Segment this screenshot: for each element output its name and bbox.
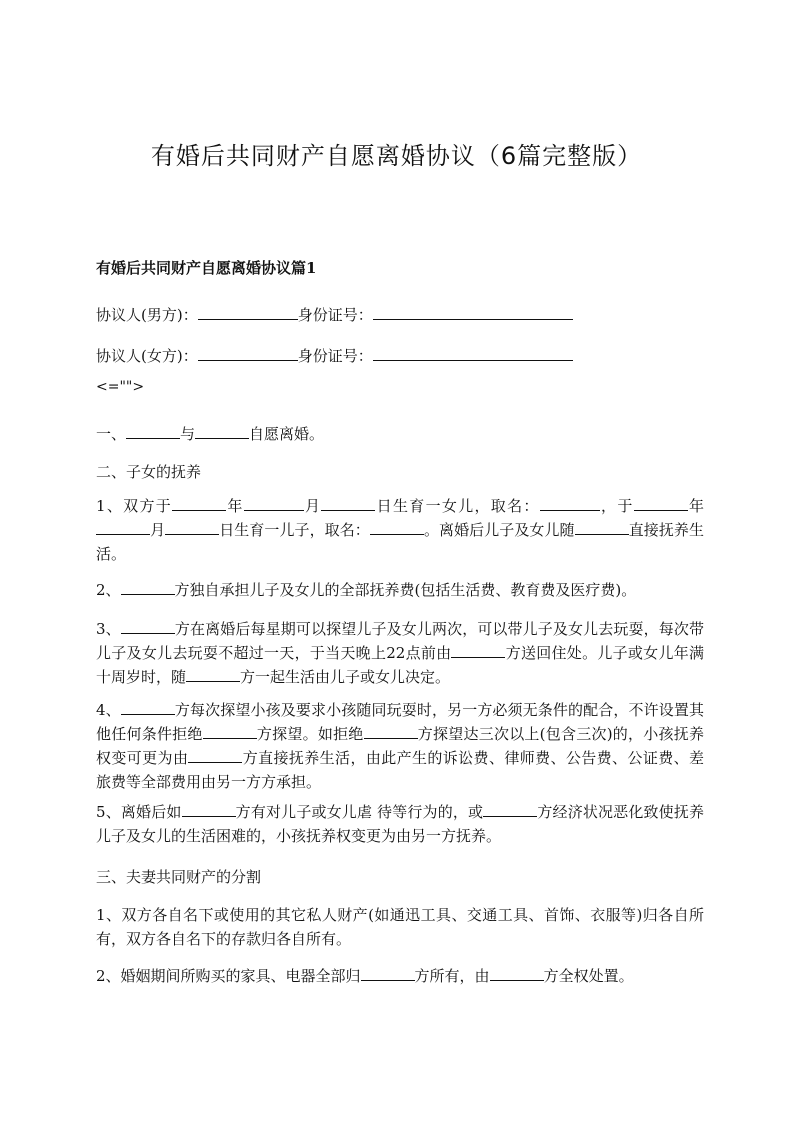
blank-field xyxy=(364,722,418,739)
document-title: 有婚后共同财产自愿离婚协议（6篇完整版） xyxy=(150,142,643,170)
blank-field xyxy=(373,344,573,361)
blank-field xyxy=(361,964,415,981)
text: 方直接抚养生活，由此产生的诉讼费、律师费、公告费、公证费、差旅费等全部费用由另一方方承担。 xyxy=(96,749,704,791)
blank-field xyxy=(321,494,375,511)
blank-field xyxy=(121,698,175,715)
text: 日生育一儿子，取名： xyxy=(219,521,370,539)
paragraph-1 xyxy=(96,494,704,566)
paragraph-6: 1、双方各自名下或使用的其它私人财产(如通迅工具、交通工具、首饰、衣服等)归各自所有，双方各自名下的存款归各自所有。 xyxy=(96,906,704,948)
blank-field xyxy=(182,800,236,817)
text: 4、 xyxy=(96,701,121,719)
blank-field xyxy=(634,494,688,511)
clause-text: 一、 xyxy=(96,425,127,443)
text: 方一起生活由儿子或女儿决定。 xyxy=(240,668,451,686)
blank-field xyxy=(575,518,629,535)
text: 方在离婚后每星期可以探望儿子及女儿两次，可以带儿子及女儿去玩耍，每次带儿子及女儿去玩耍不超过一天，于当天晚上22点前由 xyxy=(96,620,704,662)
placeholder-line: <=""> xyxy=(96,379,145,395)
blank-field xyxy=(198,344,298,361)
heading-property-division: 三、夫妻共同财产的分割 xyxy=(96,868,262,886)
id-label: 身份证号： xyxy=(297,306,373,324)
blank-field xyxy=(96,518,150,535)
text: 。离婚后儿子及女儿随 xyxy=(423,521,575,539)
paragraph-2 xyxy=(96,578,704,602)
id-label: 身份证号： xyxy=(297,347,373,365)
text: 方每次探望小孩及要求小孩随同玩耍时，另一方必须无条件的配合，不许设置其他任何条件拒绝 xyxy=(96,701,704,743)
text: 方全权处置。 xyxy=(543,967,634,985)
blank-field xyxy=(540,494,600,511)
clause-text: 与 xyxy=(180,425,196,443)
blank-field xyxy=(373,303,573,320)
paragraph-4 xyxy=(96,698,704,794)
text: 直接抚养生活。 xyxy=(96,521,704,563)
text: 5、离婚后如 xyxy=(96,803,182,821)
text: 方探望。如拒绝 xyxy=(256,725,364,743)
blank-field xyxy=(172,494,226,511)
party-female-line xyxy=(96,344,573,366)
text: 2、 xyxy=(96,581,121,599)
blank-field xyxy=(198,303,298,320)
text: 方探望达三次以上(包含三次)的，小孩抚养权变可更为由 xyxy=(96,725,704,767)
text: 方送回住处。儿子或女儿年满十周岁时，随 xyxy=(96,644,704,686)
text: 月 xyxy=(303,497,322,515)
blank-field xyxy=(165,518,219,535)
text: 方有对儿子或女儿虐 待等行为的，或 xyxy=(235,803,484,821)
party-female-label: 协议人(女方)： xyxy=(96,347,198,365)
text: 方独自承担儿子及女儿的全部抚养费(包括生活费、教育费及医疗费)。 xyxy=(174,581,637,599)
text: 月 xyxy=(150,521,166,539)
blank-field xyxy=(188,746,242,763)
blank-field xyxy=(451,641,505,658)
text: 方所有，由 xyxy=(414,967,490,985)
paragraph-5 xyxy=(96,800,704,848)
heading-child-custody: 二、子女的抚养 xyxy=(96,463,202,481)
blank-field xyxy=(121,578,175,595)
clause-text: 自愿离婚。 xyxy=(249,425,325,443)
party-male-label: 协议人(男方)： xyxy=(96,306,198,324)
text: 日生育一女儿，取名： xyxy=(375,497,540,515)
blank-field xyxy=(195,422,249,439)
text: 2、婚姻期间所购买的家具、电器全部归 xyxy=(96,967,361,985)
blank-field xyxy=(483,800,537,817)
blank-field xyxy=(186,665,240,682)
paragraph-7 xyxy=(96,964,704,988)
blank-field xyxy=(121,617,175,634)
text: 1、双方于 xyxy=(96,497,173,515)
blank-field xyxy=(244,494,304,511)
blank-field xyxy=(490,964,544,981)
party-male-line xyxy=(96,303,573,325)
blank-field xyxy=(370,518,424,535)
section-heading: 有婚后共同财产自愿离婚协议篇1 xyxy=(96,259,317,277)
text: 年 xyxy=(226,497,244,515)
blank-field xyxy=(203,722,257,739)
text: 3、 xyxy=(96,620,121,638)
paragraph-3 xyxy=(96,617,704,689)
text: ，于 xyxy=(599,497,634,515)
text: 年 xyxy=(687,497,704,515)
clause-one xyxy=(96,422,324,444)
blank-field xyxy=(126,422,180,439)
text: 方经济状况恶化致使抚养儿子及女儿的生活困难的，小孩抚养权变更为由另一方抚养。 xyxy=(96,803,704,845)
